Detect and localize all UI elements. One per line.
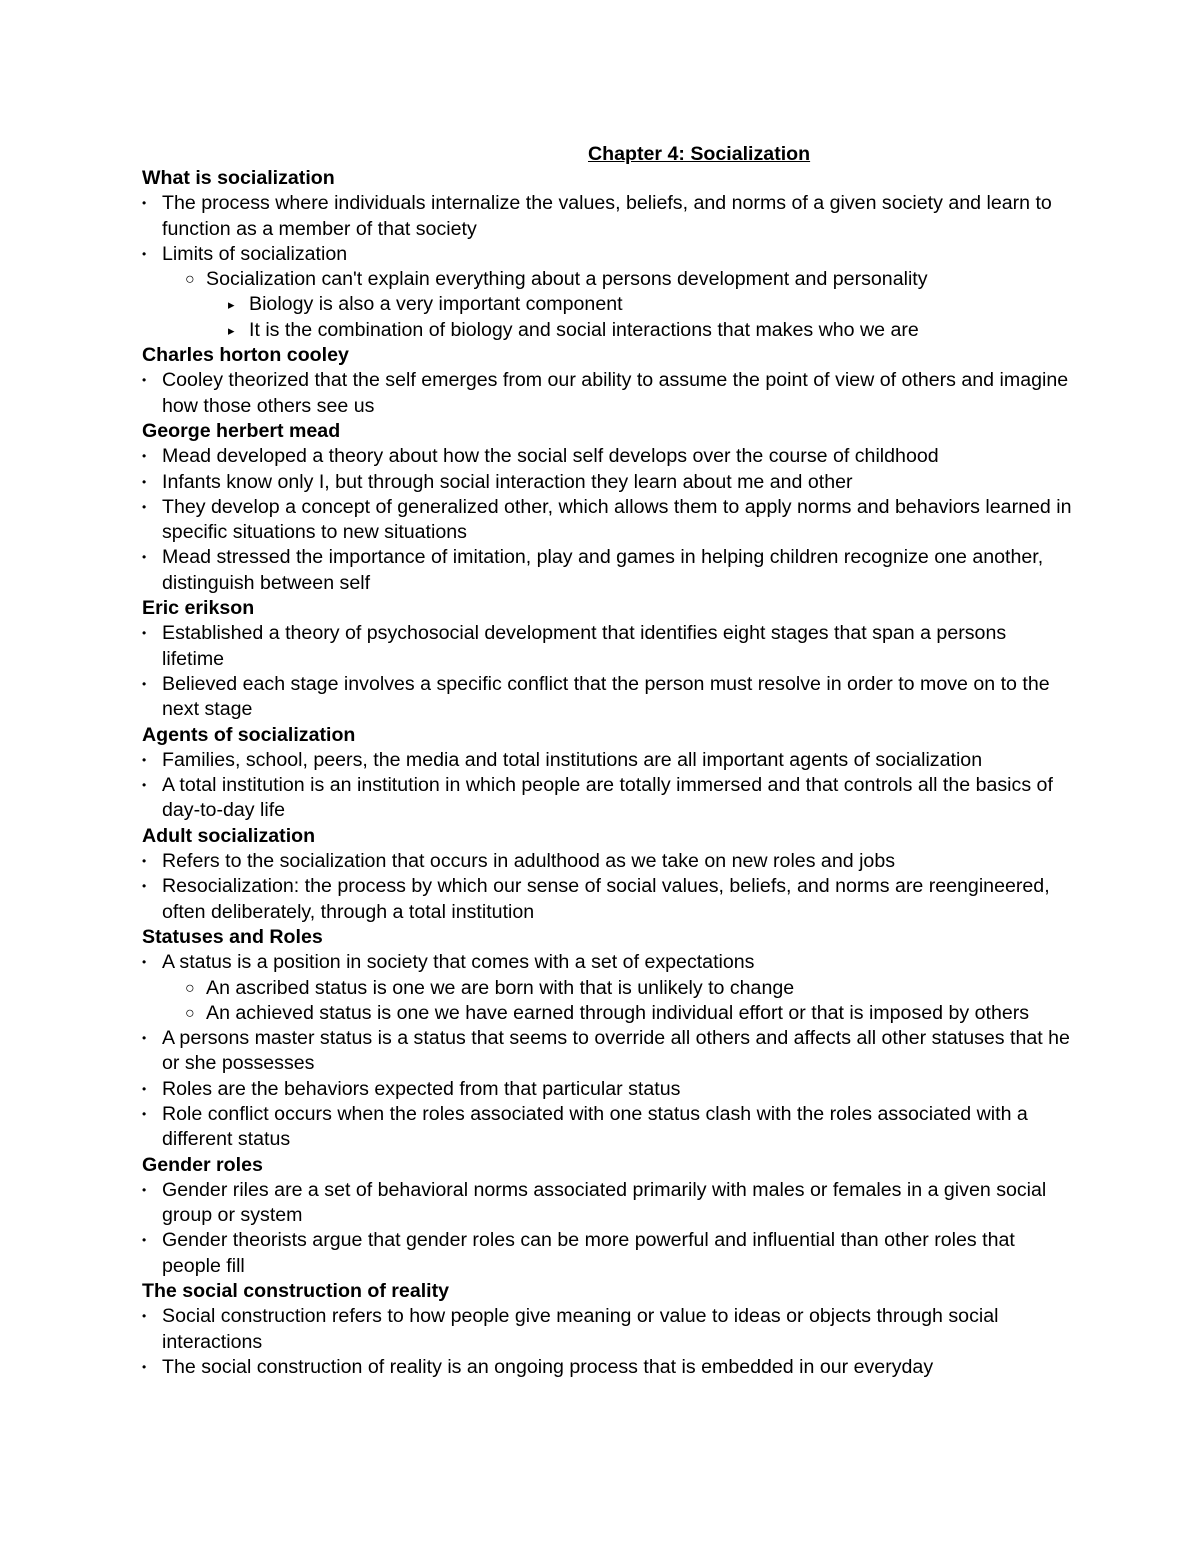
list-item-text: It is the combination of biology and social interactions that makes who we are [249, 318, 919, 341]
list-item-text: Gender theorists argue that gender roles can be more powerful and influential than other roles that people fill [162, 1229, 1015, 1277]
bullet-icon: • [142, 752, 147, 767]
list-item-text: A total institution is an institution in which people are totally immersed and that controls all the basics of day-to-day life [162, 774, 1053, 822]
list-item [142, 267, 1072, 292]
list-item [142, 470, 1072, 495]
bullet-icon: • [142, 449, 147, 464]
list-item [142, 950, 1072, 975]
section-heading: The social construction of reality [142, 1280, 450, 1303]
section-heading: Agents of socialization [142, 723, 356, 746]
arrow-bullet-icon: ▸ [228, 322, 235, 338]
list-item [142, 368, 1072, 419]
bullet-icon: • [142, 196, 147, 211]
section-heading: Charles horton cooley [142, 344, 349, 367]
list-item-text: Biology is also a very important component [249, 293, 623, 316]
bullet-icon: • [142, 373, 147, 388]
list-item-text: Roles are the behaviors expected from that particular status [162, 1077, 681, 1100]
list-item [142, 1102, 1072, 1153]
circle-bullet-icon: ○ [185, 1004, 195, 1022]
list-item [142, 1355, 1072, 1380]
list-item [142, 1001, 1072, 1026]
bullet-icon: • [142, 1309, 147, 1324]
section-heading: Adult socialization [142, 824, 316, 847]
list-item-text: Refers to the socialization that occurs in adulthood as we take on new roles and jobs [162, 850, 896, 873]
list-item [142, 621, 1072, 672]
section-heading: Gender roles [142, 1153, 263, 1176]
circle-bullet-icon: ○ [185, 271, 195, 289]
list-item-text: Families, school, peers, the media and total institutions are all important agents of socialization [162, 748, 983, 771]
list-item-text: They develop a concept of generalized other, which allows them to apply norms and behaviors learned in specific situations to new situations [162, 495, 1072, 544]
bullet-icon: • [142, 854, 147, 869]
list-item [142, 242, 1072, 267]
section-heading: George herbert mead [142, 419, 341, 442]
bullet-icon: • [142, 626, 147, 641]
list-item [142, 849, 1072, 874]
list-item-text: A persons master status is a status that seems to override all others and affects all other statuses that he or she possesses [162, 1027, 1070, 1075]
list-item-text: Infants know only I, but through social interaction they learn about me and other [162, 470, 853, 493]
list-item-text: Role conflict occurs when the roles associated with one status clash with the roles associated with a different status [162, 1102, 1028, 1151]
list-item-text: Gender riles are a set of behavioral norms associated primarily with males or females in a given social group or system [162, 1178, 1047, 1227]
list-item [142, 748, 1072, 773]
bullet-icon: • [142, 879, 147, 894]
list-item-text: Mead stressed the importance of imitation, play and games in helping children recognize one another, distinguish between self [162, 546, 1044, 594]
list-item [142, 773, 1072, 824]
list-item-text: Believed each stage involves a specific conflict that the person must resolve in order to move on to the next stage [162, 672, 1050, 721]
bullet-icon: • [142, 676, 147, 691]
bullet-icon: • [142, 1081, 147, 1096]
bullet-icon: • [142, 1359, 147, 1374]
list-item [142, 874, 1072, 925]
list-item [142, 318, 1072, 343]
title-row [142, 140, 1072, 166]
list-item-text: An achieved status is one we have earned through individual effort or that is imposed by others [206, 1001, 1030, 1024]
section-heading: Eric erikson [142, 597, 255, 620]
bullet-icon: • [142, 1106, 147, 1121]
list-item [142, 1304, 1072, 1355]
circle-bullet-icon: ○ [185, 979, 195, 997]
list-item-text: An ascribed status is one we are born with that is unlikely to change [206, 976, 795, 999]
list-item-text: A status is a position in society that comes with a set of expectations [162, 951, 755, 974]
list-item-text: Established a theory of psychosocial development that identifies eight stages that span a persons lifetime [162, 622, 1007, 670]
list-item-text: Resocialization: the process by which our sense of social values, beliefs, and norms are reengineered, often deliberately, through a total institution [162, 875, 1050, 923]
bullet-icon: • [142, 550, 147, 565]
bullet-icon: • [142, 474, 147, 489]
bullet-icon: • [142, 1233, 147, 1248]
list-item [142, 1228, 1072, 1279]
list-item-text: Socialization can't explain everything about a persons development and personality [206, 268, 928, 291]
arrow-bullet-icon: ▸ [228, 297, 235, 313]
bullet-icon: • [142, 778, 147, 793]
list-item [142, 672, 1072, 723]
bullet-icon: • [142, 499, 147, 514]
list-item [142, 444, 1072, 469]
bullet-icon: • [142, 246, 147, 261]
section-heading: Statuses and Roles [142, 925, 323, 948]
list-item [142, 292, 1072, 317]
list-item [142, 1026, 1072, 1077]
list-item-text: Cooley theorized that the self emerges from our ability to assume the point of view of others and imagine how those others see us [162, 369, 1069, 417]
list-item-text: Social construction refers to how people give meaning or value to ideas or objects through social interactions [162, 1305, 999, 1353]
list-item-text: The process where individuals internalize the values, beliefs, and norms of a given society and learn to function as a member of that society [162, 192, 1052, 240]
list-item [142, 191, 1072, 242]
list-item [142, 976, 1072, 1001]
bullet-icon: • [142, 955, 147, 970]
section-heading: What is socialization [142, 167, 335, 189]
document-body [142, 166, 1072, 1380]
list-item [142, 1077, 1072, 1102]
bullet-icon: • [142, 1182, 147, 1197]
list-item-text: Mead developed a theory about how the social self develops over the course of childhood [162, 445, 939, 468]
document-title: Chapter 4: Socialization [588, 143, 811, 165]
list-item [142, 545, 1072, 596]
list-item [142, 495, 1072, 546]
bullet-icon: • [142, 1031, 147, 1046]
list-item-text: Limits of socialization [162, 242, 348, 265]
document-page [142, 140, 1072, 1380]
list-item-text: The social construction of reality is an ongoing process that is embedded in our everyday [162, 1355, 934, 1378]
list-item [142, 1178, 1072, 1229]
